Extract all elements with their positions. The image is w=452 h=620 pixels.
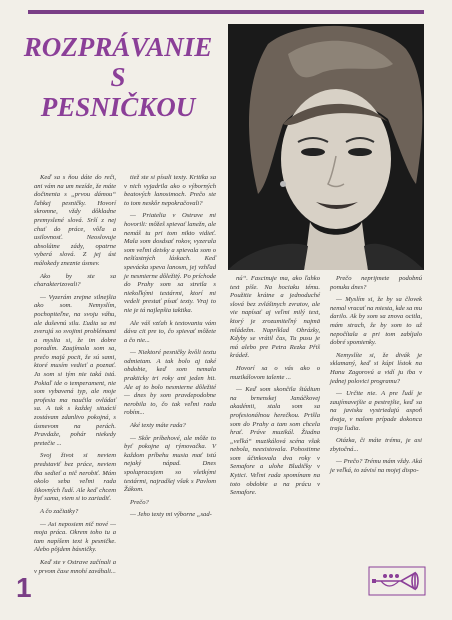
title-line-1: ROZPRÁVANIE [23, 32, 213, 62]
question: Prečo? [130, 498, 149, 506]
question: A čo začiatky? [40, 507, 79, 515]
paragraph: tiež ste si písali texty. Kritika sa v nich vyjadrila ako o výborných beatových lanosimoch. Prečo ste to tom neskôr nepokračovali? [124, 174, 216, 207]
paragraph: — Myslím si, že by sa človek nemal vracať na miesta, kde sa mu darilo. Ak by som sa znova ocitla, mám strach, že by som to už nepočítala a pri tom zabíjalo dobré spomienky. [330, 296, 422, 347]
article-column-1 [34, 174, 116, 575]
title-line-3: PESNIČKOU [40, 92, 196, 122]
paragraph: — Vyzerám zrejme silnejšia ako som. Nemyslím, pochopiteľne, na svoju váhu, ale duševnú silu. Ľudia sa mi zverujú so svojimi problémami a myslia si, že im dobre poradím. Zaujímala som sa, prečo majú pocit, že sú sami, ktoré musím vedieť a poznať. Ja som si tým nie taká istá. Pokiaľ ide o temperament, nie som vybavená typ, ale moje profesia ma naučila ovládať sa. A tak s každej situácií zostávam zdanlivo pokojná, s úsmevom na perách. Pravdaže, pohár niekedy pretečie ... [34, 293, 116, 447]
article-column-2 [124, 174, 216, 574]
paragraph: — Priatelia v Ostrave mi hovorili: môžeš spievať lanežn, ale nemáš tu pri tom nikto vidieť. Mala som dosdsať rokov, vyzerala som veľmi detsky a spievala som o nešťastných láskach. Keď spevácka speva lanosm, jej vzhľad je nesmierne dôležitý. Po príchode do Prahy som sa stretla s niekoľkými textármi, ktorí mi vedeli prestať písať texty. Vraj to nie je tá najlepšia taktika. [124, 212, 216, 314]
paragraph: — Keď som skončila štúdium na brnenskej Janáčkovej akadémii, stala som sa profesionálnou herečkou. Prišla som do Prahy a tam som chcela hrať. Práve muzikál. Žiadna „veľká“ muzikálová scéna však nebola, neexistovala. Pohostinne som účinkovala dva roky v Semafore a ulohe Bludičky v Kytici. Veľmi rada spomínam na toto obdobie a na prácu v Semafore. [230, 386, 320, 497]
paragraph: — Asi neposiem nič nové — moja práca. Okrem toho tu a tam napíšem text k pesničke. Alebo pôjdem básničky. [34, 520, 116, 554]
paragraph: — Jeho texty mi výborne „sad- [130, 511, 212, 519]
question: Hovorí sa o vás ako o muzikálovom talente ... [230, 364, 320, 381]
page-number: 1 [16, 572, 32, 603]
question: Keď ste v Ostrave začínali a v prvom čase mnohí zaváhali... [34, 558, 116, 575]
title-line-2: S [110, 62, 126, 92]
question: Aké texty máte rada? [130, 422, 186, 430]
paragraph: Keď sa s ňou dáte do reči, ani vám na um nezíde, že máte dočinenia s „prvou dámou“ ľahkej pesničky. Hovorí skromne, vždy dôkladne premyslené slová. Srší z nej chuť do práce, vôľa a usilovnosť. Neoslovuje absolútne zády, opatrne vyberá slová. Z jej úst málokedy zneznie úsmev. [34, 174, 116, 267]
paragraph: Svoj život si neviem predstaviť bez práce, neviem iba sedieť a nič nerobiť. Mám okolo seba veľmi rada šikovných ľudí. Ale keď chcem byť sama, viem si to zariadiť. [34, 452, 116, 503]
top-rule [28, 10, 424, 14]
paragraph: — Skôr príbehové, ale môže to byť pokojne aj rýmovačka. V každom príbehu musia mať istú nejaký nápad. Dnes spolupracujem so všetkými textármi, najradšej však s Pavlom Žákom. [124, 434, 216, 494]
paragraph: — Prečo? Trému mám vždy. Aká je veľká, to závisí na mojej dispo- [330, 458, 422, 474]
question: Otázka, či máte trému, je asi zbytočná... [330, 437, 422, 453]
question: Ale váš vzťah k textovaniu vám dáva cit pre to, čo spievať môžete a čo nie... [124, 319, 216, 344]
question: Ako by ste sa charakterizovali? [34, 272, 116, 289]
question: Prečo neprijmete podobnú ponuku dnes? [330, 275, 422, 291]
article-title [18, 32, 218, 122]
article-column-4 [330, 275, 422, 585]
paragraph: nú“. Fascinuje ma, ako ľahko text píše. Na hociaku tému. Použitie krátne a jednoduché slová bez zvláštnych zvratov, ale vie napísať aj veľmi milý text, ktorý je zrozumiteľný najmä mládežm. Napríklad Obrázky, Kdyby se vrátil čas, Tu pusu je má alebo pre Petra Rezka Přiš krádež. [230, 275, 320, 360]
paragraph: — Niektoré pesničky kvôli textu odmietam. A tak bolo aj také obdobie, keď som nemala prakticky tri roky ani jeden hit. Ale aj to bolo nesmierne dôležité — dnes by som pravdepodobne nerobila to, čo tak veľmi rada robím... [124, 349, 216, 417]
question: Nemyslíte si, že divák je sklamaný, keď si kúpi lístok na Hanu Zagorovú a vidí ju iba v jednej polovici programu? [330, 351, 422, 385]
trumpet-icon [367, 565, 427, 597]
article-column-3 [230, 275, 320, 585]
paragraph: — Určite nie. A pre ľudí je zaujímavejšie a pestrejšie, keď sa na javisku vystriedajú aspoň dvaja, v našom prípade dokonca traja ľudia. [330, 390, 422, 432]
portrait-photo [228, 24, 424, 270]
portrait-illustration [228, 24, 424, 270]
